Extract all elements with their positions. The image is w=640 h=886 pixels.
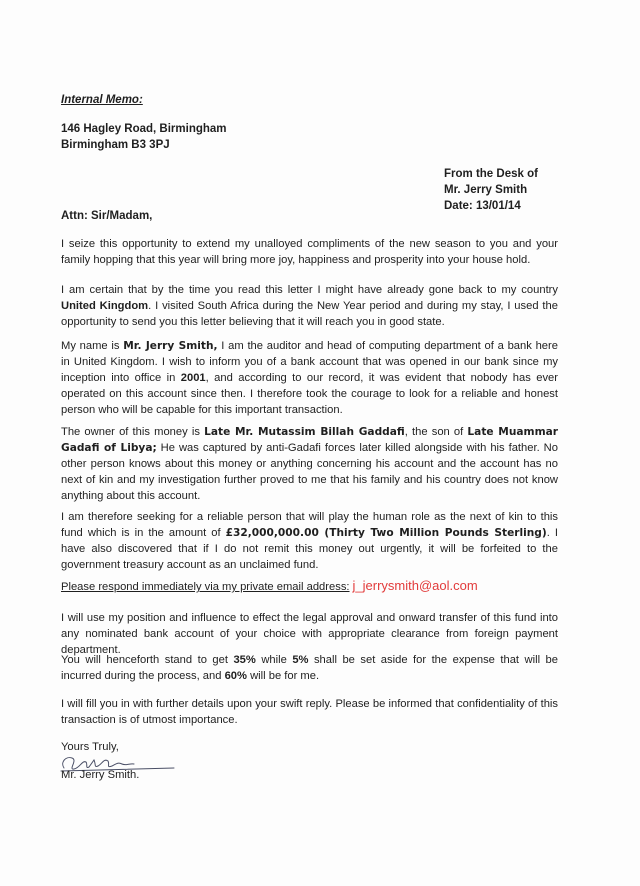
from-desk-name: Mr. Jerry Smith <box>444 184 528 196</box>
paragraph-3-name: Mr. Jerry Smith, <box>123 340 218 352</box>
paragraph-7 <box>61 652 558 684</box>
address-line-1: 146 Hagley Road, Birmingham <box>61 123 227 135</box>
paragraph-5-text-a: I am therefore seeking for a reliable person that will play the human role as the next of kin to this fund which is in the amount of <box>61 511 558 539</box>
memo-date: Date: 13/01/14 <box>444 200 521 212</box>
paragraph-3-year: 2001 <box>180 372 206 384</box>
paragraph-7-text-b: while <box>255 654 293 666</box>
paragraph-5-amount: £32,000,000.00 (Thirty Two Million Pounds Sterling) <box>225 527 547 539</box>
paragraph-4-text-a: The owner of this money is <box>61 426 205 438</box>
from-desk-line-1: From the Desk of <box>444 168 538 180</box>
paragraph-4-text-c: He was captured by anti-Gadafi forces later killed alongside with his father. No other person knows about this money or anything concerning his account and the account has no next of kin and my investigation further proved to me that his family and his country does not know anything about this account. <box>61 442 558 502</box>
paragraph-7-text-a: You will henceforth stand to get <box>61 654 234 666</box>
paragraph-4 <box>61 424 558 504</box>
paragraph-2-country: United Kingdom <box>61 300 149 312</box>
paragraph-3-text-a: My name is <box>61 340 124 352</box>
paragraph-3-text-c: , and according to our record, it was evident that nobody has ever operated on this account since then. I therefore took the courage to look for a reliable and honest person who will be capable for this important transaction. <box>61 372 558 416</box>
from-desk-block <box>444 166 538 214</box>
sender-address <box>61 121 227 153</box>
paragraph-7-share-expense: 5% <box>292 654 309 666</box>
signer-name: Mr. Jerry Smith. <box>61 769 140 781</box>
paragraph-4-owner: Late Mr. Mutassim Billah Gaddafi <box>204 426 405 438</box>
paragraph-3 <box>61 338 558 418</box>
memo-title: Internal Memo: <box>61 94 143 106</box>
paragraph-5 <box>61 509 558 573</box>
paragraph-7-text-d: will be for me. <box>246 670 320 682</box>
paragraph-2-text-a: I am certain that by the time you read this letter I might have already gone back to my country <box>61 284 558 296</box>
paragraph-7-share-sender: 60% <box>224 670 247 682</box>
paragraph-2 <box>61 282 558 330</box>
contact-email-link[interactable]: j_jerrysmith@aol.com <box>352 578 478 593</box>
paragraph-4-text-b: , the son of <box>404 426 468 438</box>
closing: Yours Truly, <box>61 741 119 753</box>
paragraph-6: I will use my position and influence to effect the legal approval and onward transfer of this fund into any nominated bank account of your choice with appropriate clearance from foreign payment department. <box>61 612 558 656</box>
paragraph-1: I seize this opportunity to extend my unalloyed compliments of the new season to you and your family hopping that this year will bring more joy, happiness and prosperity into your house hold. <box>61 238 558 266</box>
paragraph-3-text-b: I am the auditor and head of computing department of a bank here in United Kingdom. I wish to inform you of a bank account that was opened in our bank since my inception into office in <box>61 340 558 384</box>
paragraph-8: I will fill you in with further details upon your swift reply. Please be informed that confidentiality of this transaction is of utmost importance. <box>61 698 558 726</box>
paragraph-7-text-c: shall be set aside for the expense that will be incurred during the process, and <box>61 654 558 682</box>
address-line-2: Birmingham B3 3PJ <box>61 139 170 151</box>
respond-line <box>61 578 581 595</box>
paragraph-7-share-recipient: 35% <box>233 654 256 666</box>
paragraph-4-father: Late Muammar Gadafi of Libya; <box>61 426 558 454</box>
paragraph-5-text-b: . I have also discovered that if I do not remit this money out urgently, it will be forfeited to the government treasury account as an unclaimed fund. <box>61 527 558 571</box>
salutation: Attn: Sir/Madam, <box>61 210 153 222</box>
paragraph-2-text-b: . I visited South Africa during the New Year period and during my stay, I used the opportunity to send you this letter believing that it will reach you in good state. <box>61 300 558 328</box>
respond-label: Please respond immediately via my private email address: <box>61 581 350 593</box>
